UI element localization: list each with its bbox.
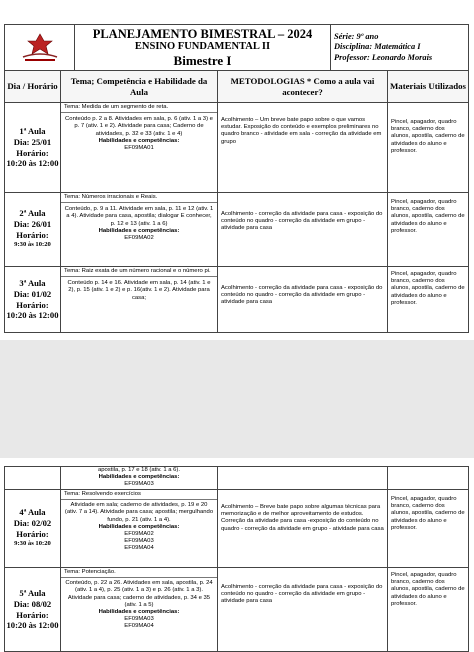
- habilidade-code: EF09MA04: [124, 545, 154, 552]
- column-header-metodologias: METODOLOGIAS * Como a aula vai acontecer?: [218, 71, 388, 103]
- tema-cell: [61, 267, 218, 333]
- time-label: 10:20 às 12:00: [6, 158, 59, 169]
- school-crest-icon: [17, 31, 63, 65]
- column-header-tema: Tema; Competência e Habilidade da Aula: [61, 71, 218, 103]
- date-label: Dia: 02/02: [13, 517, 52, 528]
- materiais-cell: Pincel, apagador, quadro branco, caderno dos alunos, apostila, caderno de atividades do aluno e professor.: [388, 103, 469, 193]
- habilidades-label: Habilidades e competências:: [98, 227, 180, 234]
- horario-label: Horário:: [16, 299, 49, 310]
- aula-label: 5ª Aula: [19, 588, 46, 599]
- date-label: Dia: 26/01: [13, 218, 52, 229]
- document-title: PLANEJAMENTO BIMESTRAL – 2024: [92, 27, 313, 41]
- title-block: [75, 25, 331, 71]
- horario-label: Horário:: [16, 229, 49, 240]
- plan-table-page-2: [4, 466, 469, 490]
- habilidades-label: Habilidades e competências:: [98, 137, 180, 144]
- tema-text: Tema: Resolvendo exercícios: [64, 491, 141, 497]
- metodologia-cell: Acolhimento – Breve bate papo sobre algumas técnicas para memorização e de melhor aproveitamento de estudos. Correção da atividade para casa -exposição do conteúdo no quadro - correção da atividade em grupo - atividade para casa: [218, 490, 388, 568]
- tema-text: Tema: Medida de um segmento de reta.: [64, 104, 169, 110]
- date-label: Dia: 01/02: [13, 288, 52, 299]
- date-label: Dia: 08/02: [13, 598, 52, 609]
- conteudo-text: Conteúdo, p. 9 a 11. Atividade em sala, p. 11 e 12 (ativ. 1 a 4). Atividade para casa, apostila; dialogar E conhecer, p. 12 e 13 (ativ. 1 a 6): [64, 206, 214, 227]
- plan-table-page-2-lower: [4, 567, 469, 652]
- conteudo-text: Atividade em sala; caderno de atividades, p. 19 e 20 (ativ. 7 a 14). Atividade para casa; apostila; mergulhando fundo, p. 21 (ativ. 1 a 4).: [64, 502, 214, 523]
- tema-text: Tema: Números irracionais e Reais.: [64, 194, 158, 200]
- day-cell: [5, 103, 61, 193]
- habilidade-code: EF09MA02: [124, 531, 154, 538]
- horario-label: Horário:: [16, 528, 49, 539]
- habilidade-code: EF09MA02: [124, 235, 154, 242]
- table-row: [5, 193, 469, 267]
- metodologia-cell: Acolhimento - correção da atividade para casa - exposição do conteúdo no quadro - correção da atividade em grupo - atividade para casa: [218, 568, 388, 652]
- aula-label: 3ª Aula: [19, 278, 46, 289]
- table-row-continuation: [5, 467, 469, 490]
- table-row: [5, 490, 469, 568]
- meta-block: [331, 25, 469, 71]
- table-row: [5, 568, 469, 652]
- table-row: [5, 267, 469, 333]
- habilidade-code: EF09MA01: [124, 145, 154, 152]
- column-header-dia: Dia / Horário: [5, 71, 61, 103]
- time-label: 9:30 às 10:20: [14, 241, 51, 249]
- tema-text: Tema: Raiz exata de um número racional e o número pi.: [64, 268, 211, 274]
- header-table: [4, 24, 469, 71]
- materiais-cell: Pincel, apagador, quadro branco, caderno dos alunos, apostila, caderno de atividades do aluno e professor.: [388, 568, 469, 652]
- habilidades-label: Habilidades e competências:: [98, 523, 180, 530]
- materiais-cell: Pincel, apagador, quadro branco, caderno dos alunos, apostila, caderno de atividades do aluno e professor.: [388, 193, 469, 267]
- day-cell: [5, 490, 61, 568]
- aula-label: 1ª Aula: [19, 126, 46, 137]
- aula-label: 2ª Aula: [19, 208, 46, 219]
- day-cell: [5, 267, 61, 333]
- metodologia-cell: Acolhimento - correção da atividade para casa - exposição do conteúdo no quadro - correção da atividade em grupo - atividade para casa: [218, 267, 388, 333]
- horario-label: Horário:: [16, 609, 49, 620]
- habilidade-code: EF09MA03: [124, 616, 154, 623]
- plan-table-page-1: [4, 70, 469, 333]
- bimestre-label: Bimestre I: [173, 53, 232, 68]
- tema-text: Tema: Potenciação.: [64, 569, 116, 575]
- tema-cell: [61, 467, 218, 490]
- aula-label: 4ª Aula: [19, 507, 46, 518]
- materiais-cell: Pincel, apagador, quadro branco, caderno dos alunos, apostila, caderno de atividades do aluno e professor.: [388, 490, 469, 568]
- date-label: Dia: 25/01: [13, 136, 52, 147]
- metodologia-cell: Acolhimento - correção da atividade para casa - exposição do conteúdo no quadro - correção da atividade em grupo - atividade para casa: [218, 193, 388, 267]
- conteudo-text: apostila, p. 17 e 18 (ativ. 1 a 6).: [97, 467, 181, 473]
- tema-cell: [61, 193, 218, 267]
- tema-cell: [61, 568, 218, 652]
- conteudo-text: Conteúdo, p. 22 a 26. Atividades em sala, apostila, p. 24 (ativ. 1 a 4), p. 25 (ativ. 1 a 3) e p. 26 (ativ. 1 a 3). Atividade para casa; caderno de atividades, p. 34 e 35 (ativ. 1 a 5): [65, 580, 213, 608]
- conteudo-text: Conteúdo p. 14 e 16. Atividade em sala, p. 14 (ativ. 1 e 2), p. 15 (ativ. 1 e 2) e p. 16(ativ. 1 e 2). Atividade para casa;: [67, 280, 211, 301]
- horario-label: Horário:: [16, 147, 49, 158]
- column-header-materiais: Materiais Utilizados: [388, 71, 469, 103]
- plan-table-page-2-rows: [4, 489, 469, 568]
- materiais-cell: Pincel, apagador, quadro branco, caderno dos alunos, apostila, caderno de atividades do aluno e professor.: [388, 267, 469, 333]
- tema-cell: [61, 490, 218, 568]
- time-label: 10:20 às 12:00: [6, 620, 59, 631]
- habilidade-code: EF09MA04: [124, 623, 154, 630]
- day-cell: [5, 568, 61, 652]
- page-gap: [0, 340, 474, 458]
- serie-label: Série: 9º ano: [334, 31, 379, 41]
- day-cell: [5, 193, 61, 267]
- habilidade-code: EF09MA03: [124, 538, 154, 545]
- habilidades-label: Habilidades e competências:: [98, 609, 180, 616]
- disciplina-label: Disciplina: Matemática I: [334, 42, 421, 52]
- document-subtitle: ENSINO FUNDAMENTAL II: [134, 41, 271, 52]
- metodologia-cell: Acolhimento – Um breve bate papo sobre o que vamos estudar. Exposição do conteúdo e exemplos preliminares no quadro branco - atividade em sala - correção da atividade em grupo: [218, 103, 388, 193]
- habilidades-label: Habilidades e competências:: [98, 474, 180, 481]
- school-logo: [5, 25, 75, 71]
- time-label: 9:30 às 10:20: [14, 540, 51, 548]
- tema-cell: [61, 103, 218, 193]
- conteudo-text: Conteúdo p. 2 a 8. Atividades em sala, p. 6 (ativ. 1 a 3) e p. 7 (ativ. 1 e 2). Atividade para casa; Caderno de atividades, p. 32 e 33 (ativ. 1 e 4): [65, 116, 213, 137]
- table-row: [5, 103, 469, 193]
- habilidade-code: EF09MA03: [124, 481, 154, 488]
- professor-label: Professor: Leonardo Morais: [334, 52, 433, 62]
- time-label: 10:20 às 12:00: [6, 310, 59, 321]
